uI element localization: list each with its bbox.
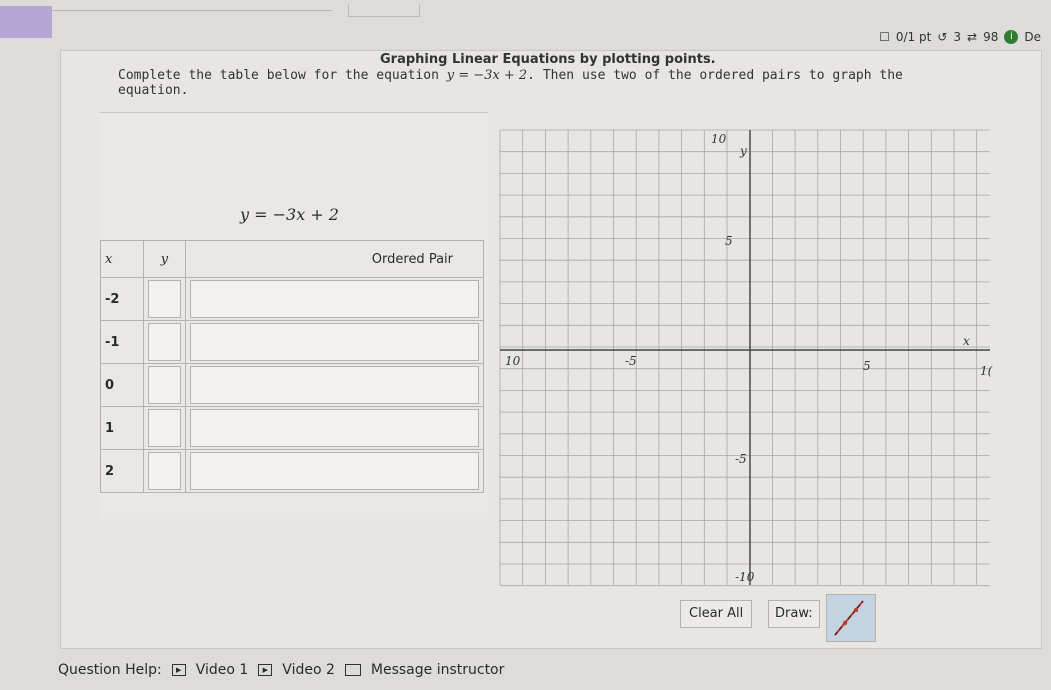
info-icon[interactable]: i [1004,30,1018,44]
x-tick-label: 1( [980,364,993,378]
table-row [101,450,484,493]
header-ordered-pair: Ordered Pair [185,241,483,278]
play-icon: ▶ [258,664,272,676]
x-tick-label: -5 [625,354,637,368]
y-cell [144,278,186,321]
retries-count: 3 [953,30,962,44]
ordered-pair-input[interactable] [190,323,479,361]
y-axis-label: y [740,144,747,158]
pair-cell [185,278,483,321]
tab-outline [348,4,420,17]
pair-cell [185,321,483,364]
checkbox-icon: ☐ [879,30,890,44]
attempts-icon: ⇄ [967,30,978,44]
x-value: 0 [101,364,144,407]
question-instruction [118,68,978,98]
value-table [100,240,484,493]
top-bar [0,0,1051,26]
ordered-pair-input[interactable] [190,366,479,404]
x-value: -1 [101,321,144,364]
header-y: y [144,241,186,278]
x-value: 2 [101,450,144,493]
y-input[interactable] [148,409,181,447]
header-x: x [101,241,144,278]
draw-label: Draw: [768,600,820,628]
x-axis-label: x [963,334,970,348]
help-label: Question Help: [58,662,162,678]
tab-divider [52,10,332,11]
y-cell [144,364,186,407]
line-segment-icon [827,595,875,641]
y-tick-label: -10 [735,570,755,584]
ordered-pair-input[interactable] [190,452,479,490]
y-input[interactable] [148,452,181,490]
question-help [58,662,504,678]
video-2-link[interactable]: Video 2 [282,662,335,678]
play-icon: ▶ [172,664,186,676]
table-header-row [101,241,484,278]
table-row [101,321,484,364]
table-row [101,364,484,407]
attempts-count: 98 [983,30,999,44]
y-tick-label: 10 [711,132,727,146]
pair-cell [185,450,483,493]
y-cell [144,450,186,493]
x-value: -2 [101,278,144,321]
ordered-pair-input[interactable] [190,280,479,318]
details-link[interactable]: De [1024,30,1041,44]
table-row [101,407,484,450]
y-input[interactable] [148,323,181,361]
question-title: Graphing Linear Equations by plotting points. [380,52,716,67]
y-input[interactable] [148,280,181,318]
line-tool-button[interactable] [826,594,876,642]
x-tick-label: 10 [505,354,521,368]
table-row [101,278,484,321]
y-cell [144,321,186,364]
instruction-text-2: . Then use two of the ordered pairs to graph the equation. [118,68,903,98]
clear-all-button[interactable]: Clear All [680,600,752,628]
x-tick-label: 5 [863,359,871,373]
coordinate-grid[interactable] [495,125,1025,595]
gridlines [500,130,990,586]
score-bar [879,30,1041,44]
y-tick-label: 5 [725,234,733,248]
message-instructor-link[interactable]: Message instructor [370,662,505,678]
pair-cell [185,407,483,450]
retry-icon: ↺ [937,30,948,44]
equation-display: y = −3x + 2 [240,205,339,224]
y-tick-label: -5 [735,452,747,466]
ordered-pair-input[interactable] [190,409,479,447]
pair-cell [185,364,483,407]
y-input[interactable] [148,366,181,404]
y-cell [144,407,186,450]
envelope-icon [345,664,361,676]
x-value: 1 [101,407,144,450]
score-text: 0/1 pt [895,30,932,44]
video-1-link[interactable]: Video 1 [195,662,249,678]
instruction-equation: y = −3x + 2 [446,68,528,83]
instruction-text-1: Complete the table below for the equation [118,68,447,83]
nav-tab[interactable] [0,6,52,38]
